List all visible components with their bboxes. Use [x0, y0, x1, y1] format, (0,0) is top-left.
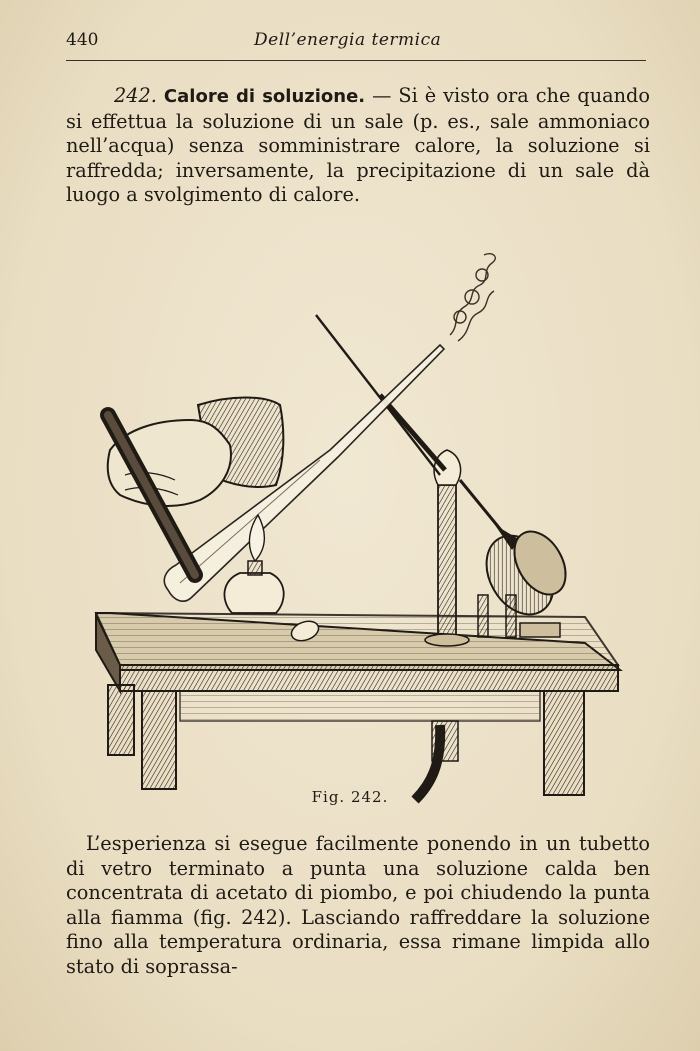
- lamp: [460, 480, 576, 637]
- section-paragraph: [66, 84, 650, 208]
- smoke: [450, 254, 495, 341]
- page-number: 440: [66, 30, 99, 50]
- body-paragraph: L’esperienza si esegue facilmente ponendo in un tubetto di vetro terminato a punta una soluzione calda ben concentrata di acetato di piombo, e poi chiudendo la punta alla fiamma (fig. 242). Lasciando raffreddare la soluzione fino alla temperatura ordinaria, essa rimane limpida allo stato di soprassa-: [66, 832, 650, 978]
- page-header: [66, 30, 646, 54]
- figure-caption: Fig. 242.: [311, 788, 389, 806]
- section-text: — Si è visto ora che quando si effettua la soluzione di un sale (p. es., sale ammoniaco nell’acqua) senza somministrare calore, la soluzione si raffredda; inversamente, la precipitazione di un sale dà luogo a svolgimento di calore.: [66, 84, 650, 206]
- section-number: 242.: [114, 84, 157, 107]
- header-rule: [66, 60, 646, 61]
- section-title: Calore di soluzione.: [163, 86, 366, 107]
- figure-illustration: [80, 245, 640, 805]
- table: [96, 613, 620, 795]
- running-title: Dell’energia termica: [254, 30, 442, 50]
